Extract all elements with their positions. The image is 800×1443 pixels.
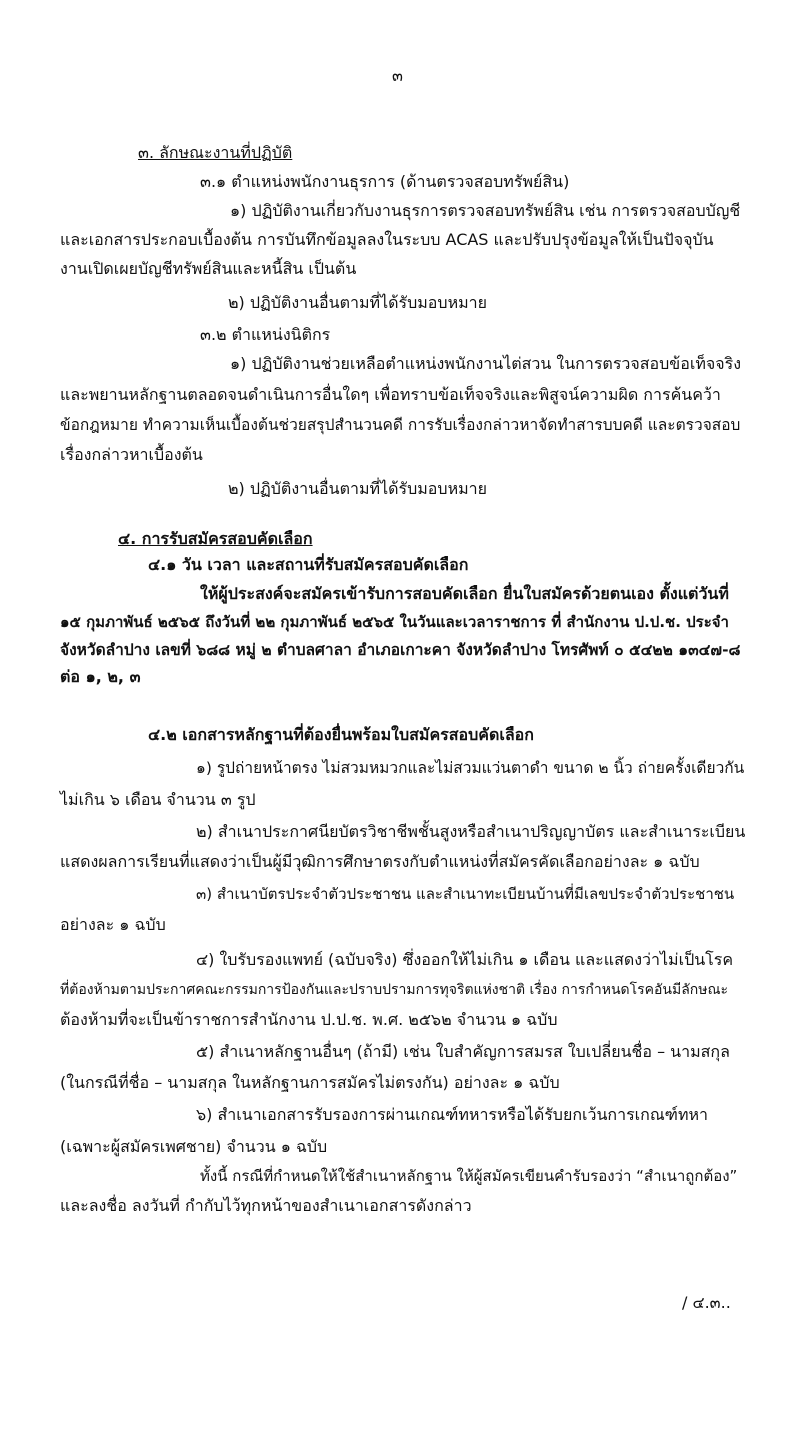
section-4-2-item-1-line-1: ๑) รูปถ่ายหน้าตรง ไม่สวมหมวกและไม่สวมแว่นตาดำ ขนาด ๒ นิ้ว ถ่ายครั้งเดียวกัน bbox=[196, 759, 745, 777]
section-4-2-item-4-line-3: ต้องห้ามที่จะเป็นข้าราชการสำนักงาน ป.ป.ช. พ.ศ. ๒๕๖๒ จำนวน ๑ ฉบับ bbox=[60, 1010, 558, 1029]
section-4-1-body-line-1: ให้ผู้ประสงค์จะสมัครเข้ารับการสอบคัดเลือก ยื่นใบสมัครด้วยตนเอง ตั้งแต่วันที่ bbox=[200, 584, 729, 603]
section-3-2-title: ๓.๒ ตำแหน่งนิติกร bbox=[200, 325, 331, 344]
section-4-2-item-3-line-1: ๓) สำเนาบัตรประจำตัวประชาชน และสำเนาทะเบียนบ้านที่มีเลขประจำตัวประชาชน bbox=[196, 885, 735, 903]
section-3-2-item-1-line-3: ข้อกฎหมาย ทำความเห็นเบื้องต้นช่วยสรุปสำนวนคดี การรับเรื่องกล่าวหาจัดทำสารบบคดี และตรวจสอบ bbox=[60, 416, 741, 434]
section-3-2-item-1-line-2: และพยานหลักฐานตลอดจนดำเนินการอื่นใดๆ เพื่อทราบข้อเท็จจริงและพิสูจน์ความผิด การค้นคว้า bbox=[60, 385, 721, 404]
section-4-2-item-5-line-1: ๕) สำเนาหลักฐานอื่นๆ (ถ้ามี) เช่น ใบสำคัญการสมรส ใบเปลี่ยนชื่อ – นามสกุล bbox=[196, 1042, 730, 1061]
section-4-1-body-line-2: ๑๕ กุมภาพันธ์ ๒๕๖๕ ถึงวันที่ ๒๒ กุมภาพันธ์ ๒๕๖๕ ในวันและเวลาราชการ ที่ สำนักงาน ป.ป.ช. ประจำ bbox=[60, 613, 729, 631]
section-4-heading: ๔. การรับสมัครสอบคัดเลือก bbox=[118, 529, 313, 548]
continuation-marker: / ๔.๓.. bbox=[682, 1293, 731, 1312]
section-3-1-item-2: ๒) ปฏิบัติงานอื่นตามที่ได้รับมอบหมาย bbox=[228, 293, 488, 312]
section-4-2-item-2-line-1: ๒) สำเนาประกาศนียบัตรวิชาชีพชั้นสูงหรือสำเนาปริญญาบัตร และสำเนาระเบียน bbox=[196, 822, 746, 841]
section-4-2-item-3-line-2: อย่างละ ๑ ฉบับ bbox=[60, 915, 166, 934]
section-3-heading: ๓. ลักษณะงานที่ปฏิบัติ bbox=[138, 143, 293, 162]
section-4-2-title: ๔.๒ เอกสารหลักฐานที่ต้องยื่นพร้อมใบสมัครสอบคัดเลือก bbox=[148, 725, 534, 744]
section-4-2-item-2-line-2: แสดงผลการเรียนที่แสดงว่าเป็นผู้มีวุฒิการศึกษาตรงกับตำแหน่งที่สมัครคัดเลือกอย่างละ ๑ ฉบับ bbox=[60, 852, 700, 871]
section-3-1-item-1-line-2: และเอกสารประกอบเบื้องต้น การบันทึกข้อมูลลงในระบบ ACAS และปรับปรุงข้อมูลให้เป็นปัจจุบัน bbox=[60, 230, 714, 249]
section-4-2-item-6-line-1: ๖) สำเนาเอกสารรับรองการผ่านเกณฑ์ทหารหรือได้รับยกเว้นการเกณฑ์ทหา bbox=[196, 1105, 709, 1124]
section-4-2-item-5-line-2: (ในกรณีที่ชื่อ – นามสกุล ในหลักฐานการสมัครไม่ตรงกัน) อย่างละ ๑ ฉบับ bbox=[60, 1073, 560, 1092]
section-3-1-item-1-line-1: ๑) ปฏิบัติงานเกี่ยวกับงานธุรการตรวจสอบทรัพย์สิน เช่น การตรวจสอบบัญชี bbox=[230, 201, 741, 220]
section-3-1-item-1-line-3: งานเปิดเผยบัญชีทรัพย์สินและหนี้สิน เป็นต้น bbox=[60, 259, 357, 278]
section-4-2-note-line-1: ทั้งนี้ กรณีที่กำหนดให้ใช้สำเนาหลักฐาน ให้ผู้สมัครเขียนคำรับรองว่า “สำเนาถูกต้อง” bbox=[200, 1167, 738, 1185]
section-4-2-item-4-line-2: ที่ต้องห้ามตามประกาศคณะกรรมการป้องกันและปราบปรามการทุจริตแห่งชาติ เรื่อง การกำหนดโรคอันมีลักษณะ bbox=[60, 982, 729, 998]
section-4-2-item-4-line-1: ๔) ใบรับรองแพทย์ (ฉบับจริง) ซึ่งออกให้ไม่เกิน ๑ เดือน และแสดงว่าไม่เป็นโรค bbox=[196, 950, 734, 969]
section-4-2-item-1-line-2: ไม่เกิน ๖ เดือน จำนวน ๓ รูป bbox=[60, 790, 256, 809]
section-4-1-body-line-4: ต่อ ๑, ๒, ๓ bbox=[60, 667, 141, 686]
section-3-2-item-1-line-1: ๑) ปฏิบัติงานช่วยเหลือตำแหน่งพนักงานไต่สวน ในการตรวจสอบข้อเท็จจริง bbox=[230, 354, 742, 373]
section-4-1-body-line-3: จังหวัดลำปาง เลขที่ ๖๘๘ หมู่ ๒ ตำบลศาลา อำเภอเกาะคา จังหวัดลำปาง โทรศัพท์ ๐ ๕๔๒๒ ๑๓๔๗-๘ bbox=[60, 641, 741, 659]
page-number: ๓ bbox=[392, 66, 403, 85]
section-4-2-note-line-2: และลงชื่อ ลงวันที่ กำกับไว้ทุกหน้าของสำเนาเอกสารดังกล่าว bbox=[60, 1196, 472, 1215]
section-4-1-title: ๔.๑ วัน เวลา และสถานที่รับสมัครสอบคัดเลือก bbox=[148, 555, 469, 574]
section-3-2-item-1-line-4: เรื่องกล่าวหาเบื้องต้น bbox=[60, 445, 203, 464]
section-4-2-item-6-line-2: (เฉพาะผู้สมัครเพศชาย) จำนวน ๑ ฉบับ bbox=[60, 1137, 328, 1156]
section-3-1-title: ๓.๑ ตำแหน่งพนักงานธุรการ (ด้านตรวจสอบทรัพย์สิน) bbox=[200, 172, 570, 191]
section-3-2-item-2: ๒) ปฏิบัติงานอื่นตามที่ได้รับมอบหมาย bbox=[228, 479, 488, 498]
